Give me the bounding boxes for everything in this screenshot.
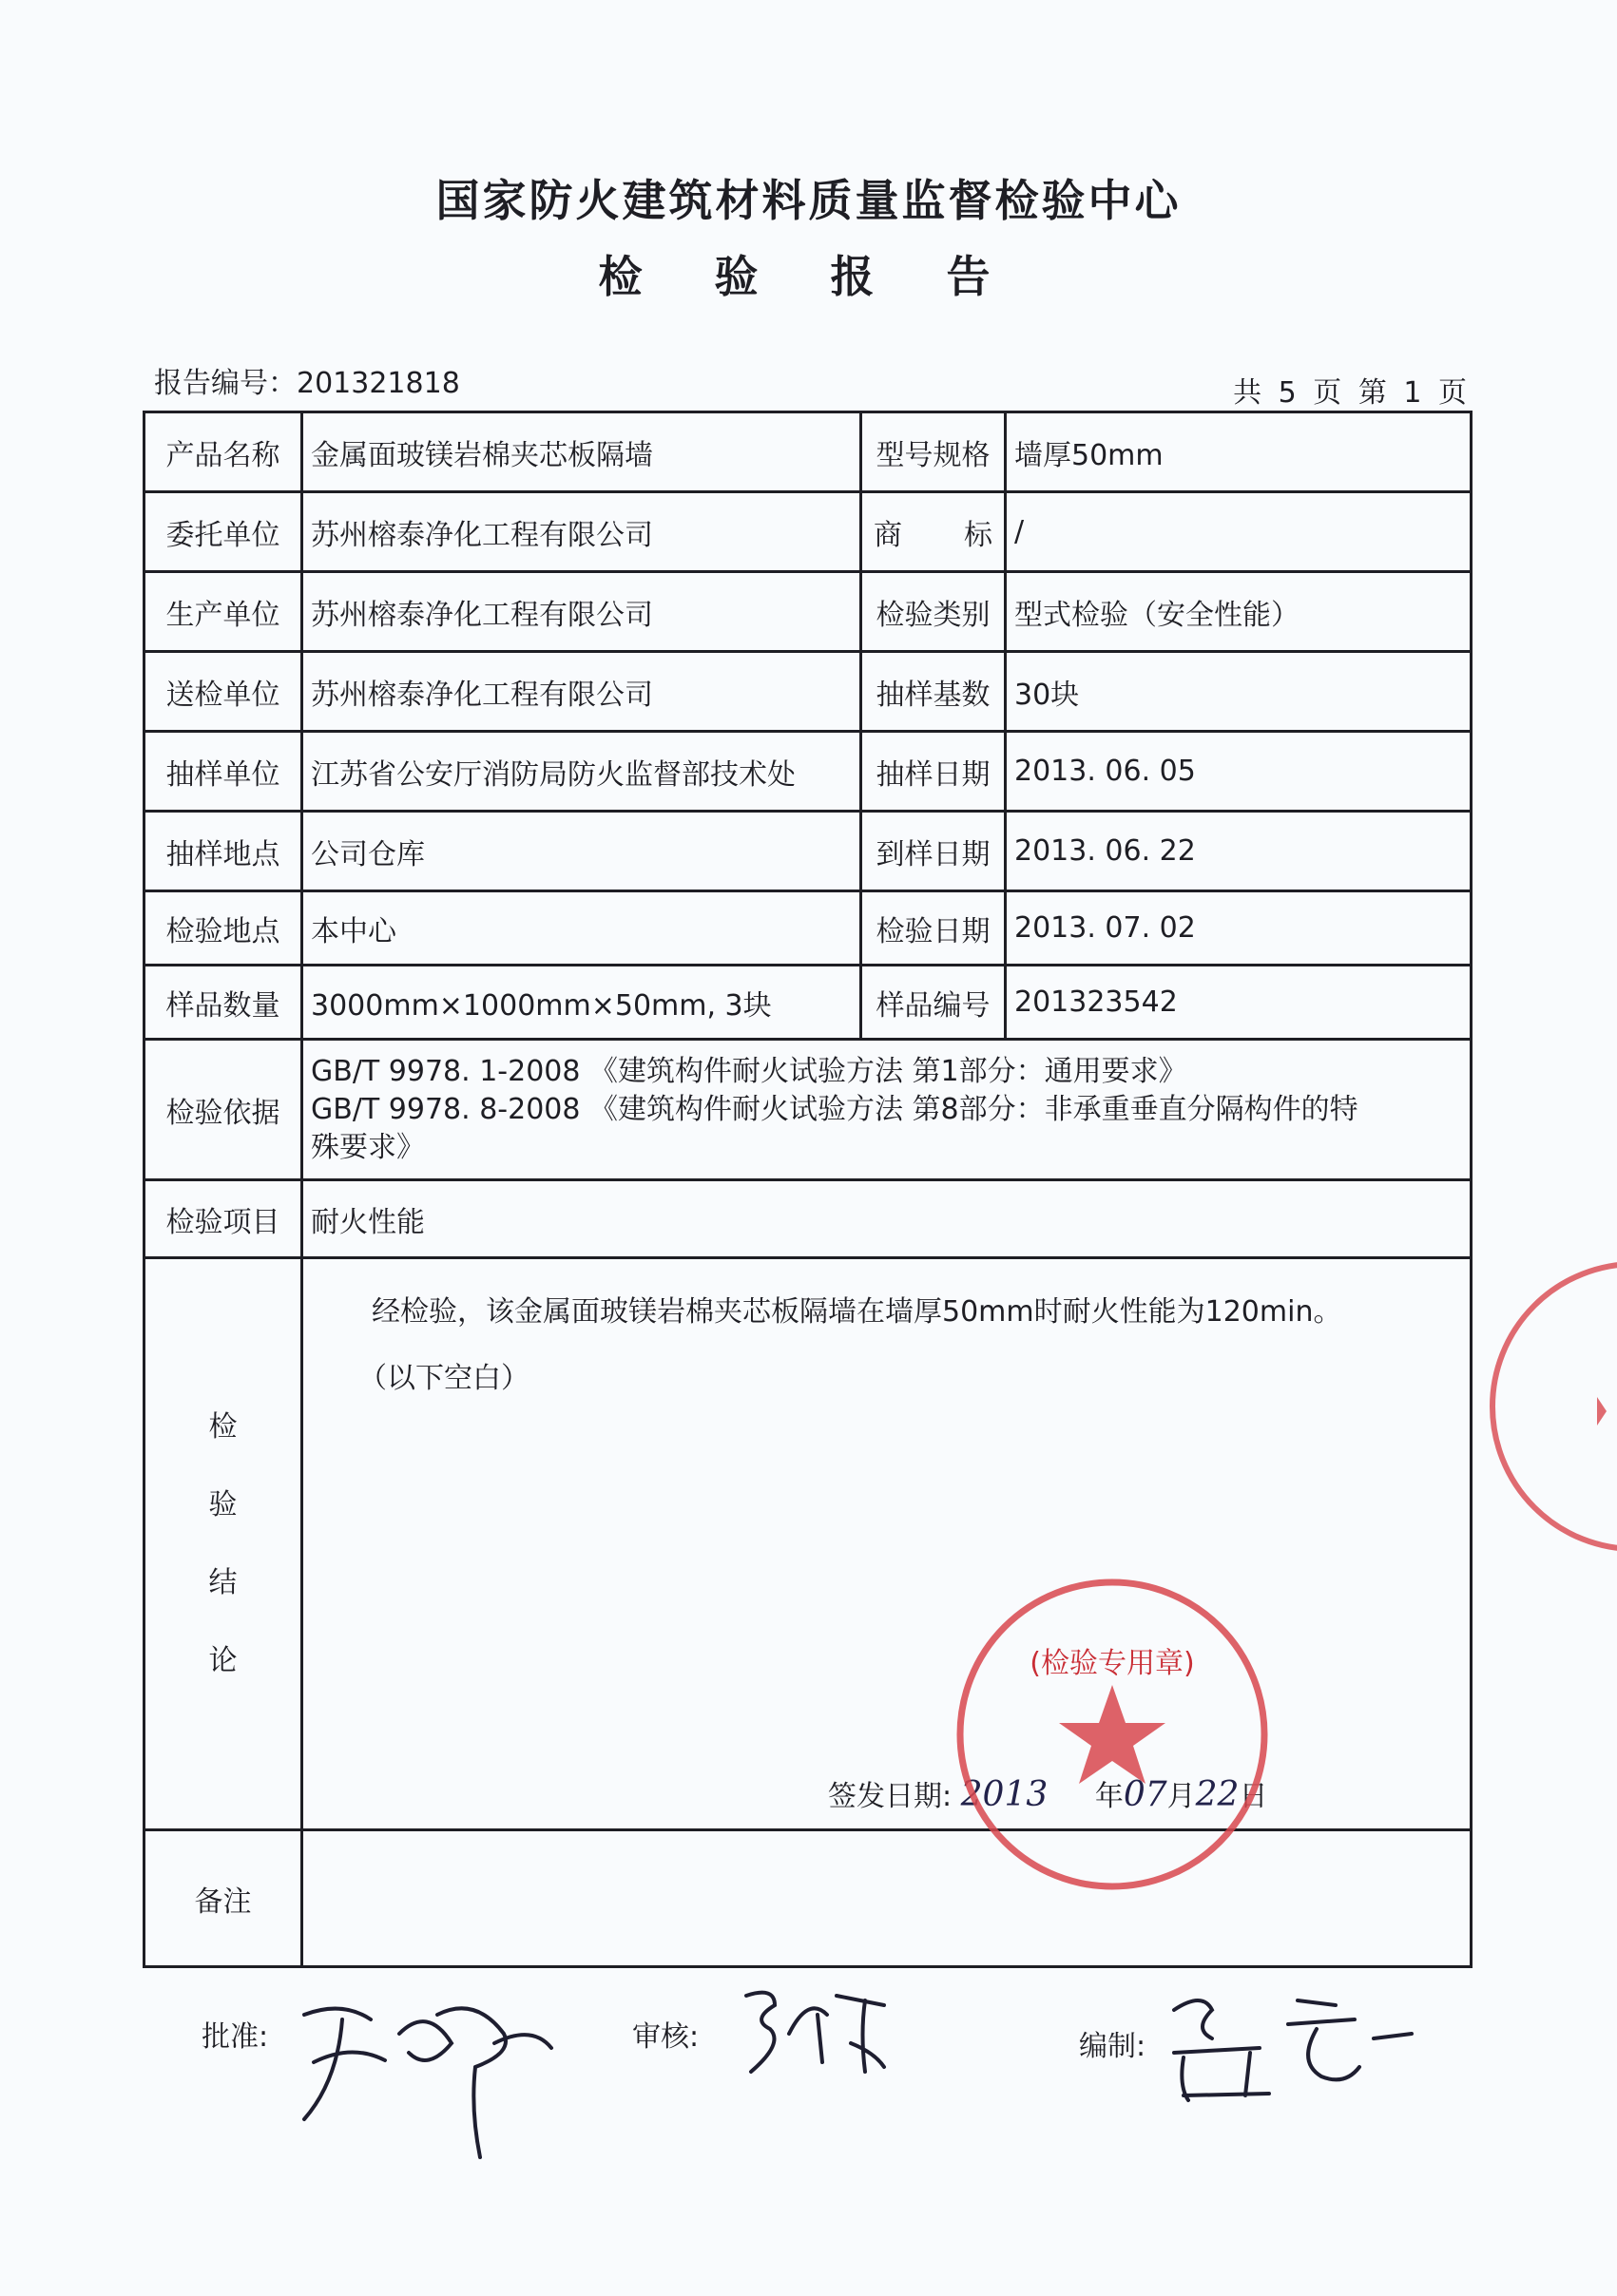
submitter-value: 苏州榕泰净化工程有限公司 — [302, 652, 861, 732]
page-counter: 共 5 页 第 1 页 — [1233, 376, 1467, 410]
conclusion-text: 经检验，该金属面玻镁岩棉夹芯板隔墙在墙厚50mm时耐火性能为120min。 — [372, 1295, 1342, 1329]
conclusion-cell — [302, 1258, 1472, 1830]
table-row — [144, 891, 1472, 966]
table-row — [144, 412, 1472, 492]
conclusion-label-char: 论 — [208, 1643, 238, 1677]
sample-base-label: 抽样基数 — [861, 652, 1006, 732]
basis-line: GB/T 9978. 8-2008 《建筑构件耐火试验方法 第8部分：非承重垂直分隔构件的特 — [311, 1092, 1358, 1126]
sampler-label: 抽样单位 — [144, 732, 302, 812]
sample-qty-label: 样品数量 — [144, 966, 302, 1040]
test-place-value: 本中心 — [302, 891, 861, 966]
remark-value — [302, 1830, 1472, 1967]
client-label: 委托单位 — [144, 492, 302, 572]
sampling-date-value: 2013. 06. 05 — [1006, 732, 1472, 812]
submitter-label: 送检单位 — [144, 652, 302, 732]
issue-year: 2013 — [960, 1775, 1049, 1814]
report-number-value: 201321818 — [297, 367, 460, 400]
conclusion-label-char: 结 — [208, 1565, 238, 1599]
blank-note: （以下空白） — [358, 1362, 529, 1395]
sampling-date-label: 抽样日期 — [861, 732, 1006, 812]
trademark-label-b: 标 — [964, 518, 992, 552]
table-row — [144, 966, 1472, 1040]
conclusion-label-char: 验 — [208, 1487, 238, 1521]
issue-month: 07 — [1123, 1775, 1167, 1814]
test-item-label: 检验项目 — [144, 1180, 302, 1258]
institution-title: 国家防火建筑材料质量监督检验中心 — [435, 175, 1182, 226]
model-label: 型号规格 — [861, 412, 1006, 492]
test-date-label: 检验日期 — [861, 891, 1006, 966]
compile-label: 编制: — [1079, 2030, 1146, 2063]
issue-year-suffix: 年 — [1094, 1780, 1124, 1813]
report-number — [154, 359, 460, 401]
basis-label: 检验依据 — [144, 1040, 302, 1180]
sample-base-value: 30块 — [1006, 652, 1472, 732]
reviewer-signature-icon — [732, 1977, 894, 2081]
trademark-value: / — [1006, 492, 1472, 572]
seal-center-text: (检验专用章) — [1030, 1647, 1195, 1680]
sample-qty-value: 3000mm×1000mm×50mm, 3块 — [302, 966, 861, 1040]
sampling-place-label: 抽样地点 — [144, 812, 302, 891]
table-row — [144, 1180, 1472, 1258]
table-row — [144, 652, 1472, 732]
table-row — [144, 492, 1472, 572]
review-label: 审核: — [632, 2020, 700, 2054]
test-item-value: 耐火性能 — [302, 1180, 1472, 1258]
sample-no-value: 201323542 — [1006, 966, 1472, 1040]
issue-date-label: 签发日期: — [828, 1780, 953, 1813]
product-name-label: 产品名称 — [144, 412, 302, 492]
report-number-label: 报告编号： — [154, 367, 297, 400]
sampler-value: 江苏省公安厅消防局防火监督部技术处 — [302, 732, 861, 812]
trademark-label-a: 商 — [874, 518, 902, 552]
issue-day: 22 — [1195, 1775, 1240, 1814]
table-row — [144, 812, 1472, 891]
test-place-label: 检验地点 — [144, 891, 302, 966]
official-seal-icon — [951, 1573, 1274, 1896]
sampling-place-value: 公司仓库 — [302, 812, 861, 891]
test-type-label: 检验类别 — [861, 572, 1006, 652]
product-name-value: 金属面玻镁岩棉夹芯板隔墙 — [302, 412, 861, 492]
remark-label: 备注 — [144, 1830, 302, 1967]
approver-signature-icon — [285, 1977, 561, 2167]
arrival-date-value: 2013. 06. 22 — [1006, 812, 1472, 891]
client-value: 苏州榕泰净化工程有限公司 — [302, 492, 861, 572]
table-row — [144, 732, 1472, 812]
table-row — [144, 572, 1472, 652]
arrival-date-label: 到样日期 — [861, 812, 1006, 891]
approve-label: 批准: — [202, 2020, 269, 2054]
conclusion-label — [144, 1258, 302, 1830]
issue-month-suffix: 月 — [1166, 1780, 1196, 1813]
manufacturer-value: 苏州榕泰净化工程有限公司 — [302, 572, 861, 652]
test-type-value: 型式检验（安全性能） — [1006, 572, 1472, 652]
trademark-label — [861, 492, 1006, 572]
model-value: 墙厚50mm — [1006, 412, 1472, 492]
manufacturer-label: 生产单位 — [144, 572, 302, 652]
test-date-value: 2013. 07. 02 — [1006, 891, 1472, 966]
paging-seal-icon — [1445, 1254, 1617, 1559]
basis-line: GB/T 9978. 1-2008 《建筑构件耐火试验方法 第1部分：通用要求》 — [311, 1054, 1187, 1088]
issue-day-suffix: 日 — [1239, 1780, 1268, 1813]
basis-line: 殊要求》 — [311, 1130, 425, 1164]
report-title: 检 验 报 告 — [598, 251, 1019, 302]
table-row — [144, 1040, 1472, 1180]
sample-no-label: 样品编号 — [861, 966, 1006, 1040]
compiler-signature-icon — [1155, 1981, 1421, 2105]
conclusion-label-char: 检 — [208, 1409, 238, 1444]
basis-value — [302, 1040, 1472, 1180]
